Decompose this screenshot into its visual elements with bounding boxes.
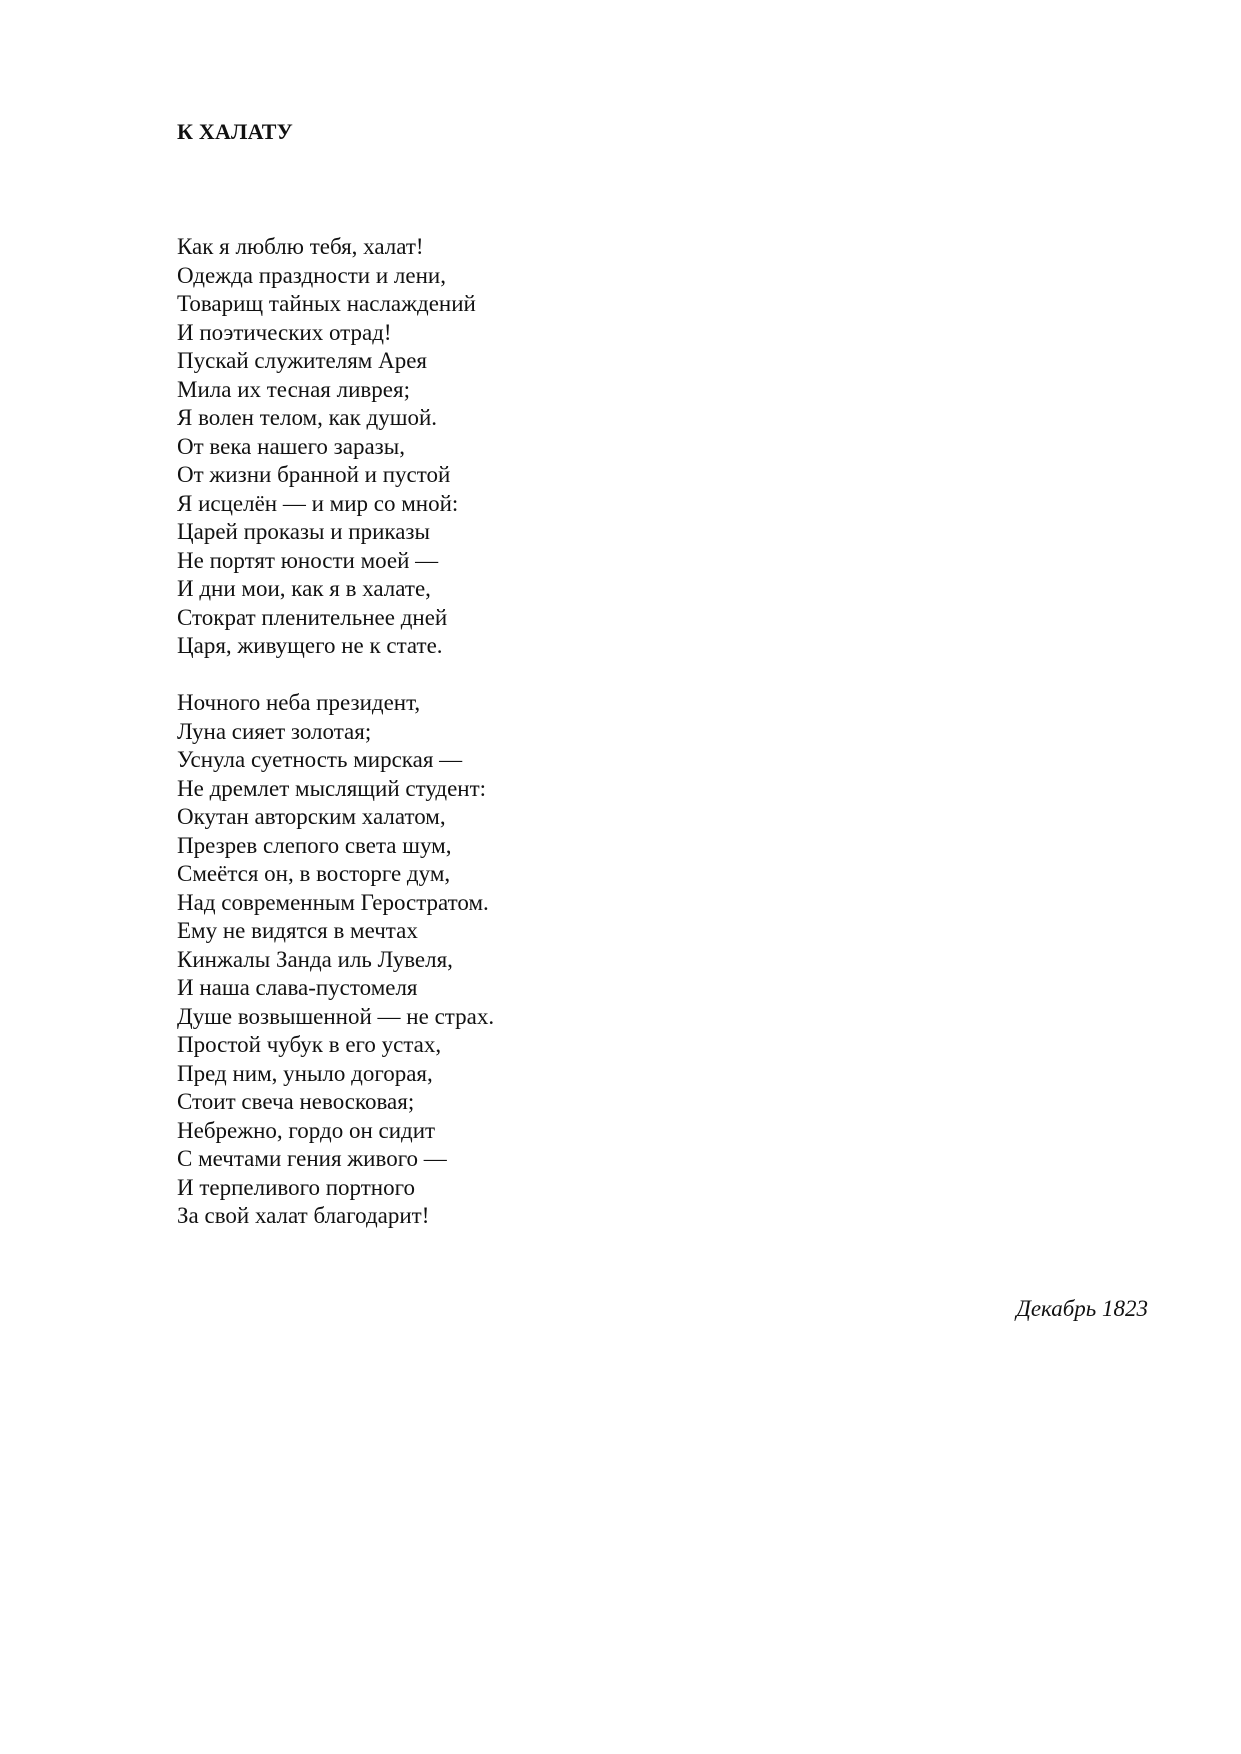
poem-line: Одежда праздности и лени, <box>177 262 446 288</box>
poem-line: Царей проказы и приказы <box>177 519 430 544</box>
poem-title: К ХАЛАТУ <box>177 119 293 144</box>
poem-line: Я волен телом, как душой. <box>177 405 438 430</box>
poem-line: Царя, живущего не к стате. <box>177 633 443 658</box>
poem-line: Смеётся он, в восторге дум, <box>177 861 451 886</box>
poem-line: С мечтами гения живого — <box>177 1146 447 1171</box>
poem-line: И наша слава-пустомеля <box>177 975 418 1000</box>
poem-line: Не дремлет мыслящий студент: <box>177 775 487 801</box>
poem-line: Простой чубук в его устах, <box>177 1032 442 1057</box>
stanza-2 <box>177 689 877 1231</box>
poem-line: Ночного неба президент, <box>177 690 421 715</box>
poem-line: От века нашего заразы, <box>177 433 405 459</box>
poem-line: Небрежно, гордо он сидит <box>177 1117 436 1143</box>
poem-line: Товарищ тайных наслаждений <box>177 291 476 316</box>
poem-line: Пред ним, уныло догорая, <box>177 1060 433 1086</box>
poem-line: Я исцелён — и мир со мной: <box>177 490 459 516</box>
poem-date: Декабрь 1823 <box>1016 1296 1148 1321</box>
poem-line: За свой халат благодарит! <box>177 1203 430 1228</box>
poem-line: Мила их тесная ливрея; <box>177 376 410 402</box>
poem-line: Не портят юности моей — <box>177 547 439 573</box>
poem-body <box>177 233 877 1231</box>
poem-line: Как я люблю тебя, халат! <box>177 234 424 259</box>
poem-line: Стоит свеча невосковая; <box>177 1089 415 1114</box>
poem-line: Окутан авторским халатом, <box>177 804 446 829</box>
poem-line: От жизни бранной и пустой <box>177 462 451 487</box>
poem-line: И поэтических отрад! <box>177 319 392 345</box>
poem-line: И дни мои, как я в халате, <box>177 576 431 601</box>
poem-line: Ему не видятся в мечтах <box>177 918 418 943</box>
poem-line: Презрев слепого света шум, <box>177 832 452 858</box>
poem-line: Над современным Геростратом. <box>177 889 489 915</box>
poem-line: И терпеливого портного <box>177 1174 415 1200</box>
poem-line: Кинжалы Занда иль Лувеля, <box>177 946 453 972</box>
poem-line: Пускай служителям Арея <box>177 348 428 373</box>
poem-line: Луна сияет золотая; <box>177 718 372 744</box>
stanza-1 <box>177 233 877 661</box>
poem-line: Душе возвышенной — не страх. <box>177 1003 495 1029</box>
poem-line: Стократ пленительнее дней <box>177 604 448 630</box>
poem-line: Уснула суетность мирская — <box>177 747 463 772</box>
